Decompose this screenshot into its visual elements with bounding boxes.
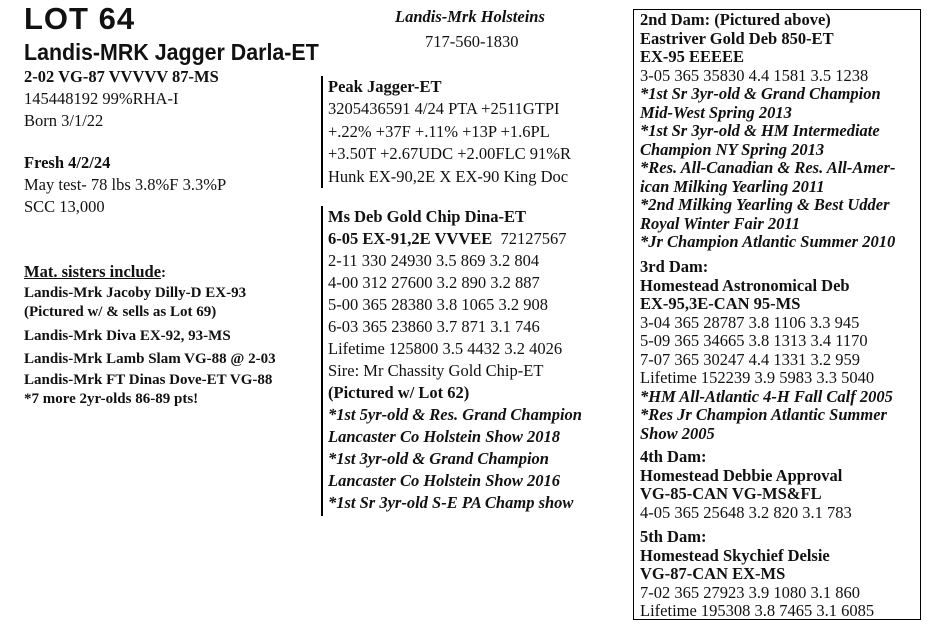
animal-registration-rha: 145448192 99%RHA-I	[24, 89, 179, 108]
fourth-dam-section	[640, 448, 852, 522]
second-dam-honor: Mid-West Spring 2013	[640, 102, 792, 122]
second-dam-classification: EX-95 EEEEE	[640, 47, 745, 66]
third-dam-honor: *Res Jr Champion Atlantic Summer	[640, 405, 887, 424]
fifth-dam-lifetime-record: Lifetime 195308 3.8 7465 3.1 6085	[640, 601, 875, 620]
dam-honor: Lancaster Co Holstein Show 2018	[328, 427, 560, 446]
fifth-dam-section	[640, 528, 874, 621]
sister-item: *7 more 2yr-olds 86-89 pts!	[24, 391, 199, 407]
sister-item: Landis-Mrk Jacoby Dilly-D EX-93	[24, 284, 247, 301]
fourth-dam-name: Homestead Debbie Approval	[640, 465, 843, 485]
dam-pictured-note: (Pictured w/ Lot 62)	[328, 383, 470, 402]
third-dam-honor: Show 2005	[640, 423, 715, 443]
maternal-sisters-heading: Mat. sisters include	[24, 262, 162, 281]
fourth-dam-heading: 4th Dam:	[640, 447, 707, 466]
fourth-dam-record: 4-05 365 25648 3.2 820 3.1 783	[640, 502, 852, 522]
dam-section	[328, 206, 582, 514]
second-dam-honor: *Res. All-Canadian & Res. All-Amer-	[640, 158, 896, 177]
sire-bracket-rule	[321, 76, 323, 188]
third-dam-record: 5-09 365 34665 3.8 1313 3.4 1170	[640, 331, 868, 350]
animal-classification: 2-02 VG-87 VVVVV 87-MS	[24, 67, 219, 86]
dam-record: 4-00 312 27600 3.2 890 3.2 887	[328, 273, 540, 292]
animal-birthdate: Born 3/1/22	[24, 111, 104, 130]
second-dam-honor: ican Milking Yearling 2011	[640, 176, 825, 196]
lot-number: LOT 64	[24, 1, 136, 36]
animal-scc: SCC 13,000	[24, 197, 105, 216]
second-dam-honor: *1st Sr 3yr-old & HM Intermediate	[640, 121, 880, 140]
second-dam-section	[640, 11, 895, 252]
second-dam-heading: 2nd Dam: (Pictured above)	[640, 10, 831, 29]
sister-item: Landis-Mrk FT Dinas Dove-ET VG-88	[24, 371, 273, 388]
sire-detail-line: +3.50T +2.67UDC +2.00FLC 91%R	[328, 144, 572, 163]
fifth-dam-name: Homestead Skychief Delsie	[640, 545, 830, 565]
third-dam-name: Homestead Astronomical Deb	[640, 275, 850, 295]
consignor-phone: 717-560-1830	[425, 32, 519, 51]
fifth-dam-record: 7-02 365 27923 3.9 1080 3.1 860	[640, 582, 860, 602]
dam-sire: Sire: Mr Chassity Gold Chip-ET	[328, 361, 544, 380]
third-dam-honor: *HM All-Atlantic 4-H Fall Calf 2005	[640, 386, 893, 406]
dam-honor: *1st 3yr-old & Grand Champion	[328, 449, 549, 468]
animal-name: Landis-MRK Jagger Darla-ET	[24, 39, 319, 65]
dam-honor: *1st Sr 3yr-old S-E PA Champ show	[328, 493, 574, 512]
sister-item: Landis-Mrk Lamb Slam VG-88 @ 2-03	[24, 351, 276, 367]
sister-item: (Pictured w/ & sells as Lot 69)	[24, 304, 217, 320]
second-dam-honor: *1st Sr 3yr-old & Grand Champion	[640, 84, 881, 103]
dam-registration: 72127567	[500, 229, 567, 248]
maternal-sisters-heading-colon: :	[161, 265, 167, 281]
maternal-sisters-section	[24, 262, 276, 410]
consignor-name: Landis-Mrk Holsteins	[395, 7, 545, 26]
animal-fresh-date: Fresh 4/2/24	[24, 153, 111, 172]
dam-record: 2-11 330 24930 3.5 869 3.2 804	[328, 251, 540, 270]
dam-lifetime-record: Lifetime 125800 3.5 4432 3.2 4026	[328, 339, 563, 358]
second-dam-honor: *2nd Milking Yearling & Best Udder	[640, 195, 890, 214]
dam-classification-line	[328, 228, 582, 250]
third-dam-section	[640, 258, 893, 443]
second-dam-honor: Royal Winter Fair 2011	[640, 213, 800, 233]
sire-detail-line: 3205436591 4/24 PTA +2511GTPI	[328, 99, 560, 118]
maternal-sisters-heading-line	[24, 262, 276, 284]
dam-record: 6-03 365 23860 3.7 871 3.1 746	[328, 317, 540, 336]
third-dam-record: 7-07 365 30247 4.4 1331 3.2 959	[640, 349, 860, 369]
third-dam-classification: EX-95,3E-CAN 95-MS	[640, 294, 801, 313]
sister-item: Landis-Mrk Diva EX-92, 93-MS	[24, 327, 231, 344]
second-dam-honor: *Jr Champion Atlantic Summer 2010	[640, 232, 896, 251]
second-dam-honor: Champion NY Spring 2013	[640, 139, 825, 159]
fourth-dam-classification: VG-85-CAN VG-MS&FL	[640, 484, 822, 503]
third-dam-lifetime-record: Lifetime 152239 3.9 5983 3.3 5040	[640, 368, 875, 387]
fifth-dam-heading: 5th Dam:	[640, 527, 707, 546]
dam-honor: Lancaster Co Holstein Show 2016	[328, 471, 560, 490]
dam-name: Ms Deb Gold Chip Dina-ET	[328, 207, 527, 226]
animal-may-test: May test- 78 lbs 3.8%F 3.3%P	[24, 175, 227, 194]
sire-detail-line: +.22% +37F +.11% +13P +1.6PL	[328, 121, 550, 141]
sire-section	[328, 76, 571, 188]
dam-honor: *1st 5yr-old & Res. Grand Champion	[328, 405, 582, 424]
second-dam-name: Eastriver Gold Deb 850-ET	[640, 28, 834, 48]
dam-bracket-rule	[321, 206, 323, 516]
third-dam-heading: 3rd Dam:	[640, 257, 709, 276]
second-dam-record: 3-05 365 35830 4.4 1581 3.5 1238	[640, 65, 869, 85]
dam-classification: 6-05 EX-91,2E VVVEE	[328, 229, 493, 248]
third-dam-record: 3-04 365 28787 3.8 1106 3.3 945	[640, 312, 860, 332]
fifth-dam-classification: VG-87-CAN EX-MS	[640, 564, 786, 583]
dam-record: 5-00 365 28380 3.8 1065 3.2 908	[328, 295, 548, 314]
sire-name: Peak Jagger-ET	[328, 77, 442, 96]
sire-detail-line: Hunk EX-90,2E X EX-90 King Doc	[328, 166, 569, 186]
